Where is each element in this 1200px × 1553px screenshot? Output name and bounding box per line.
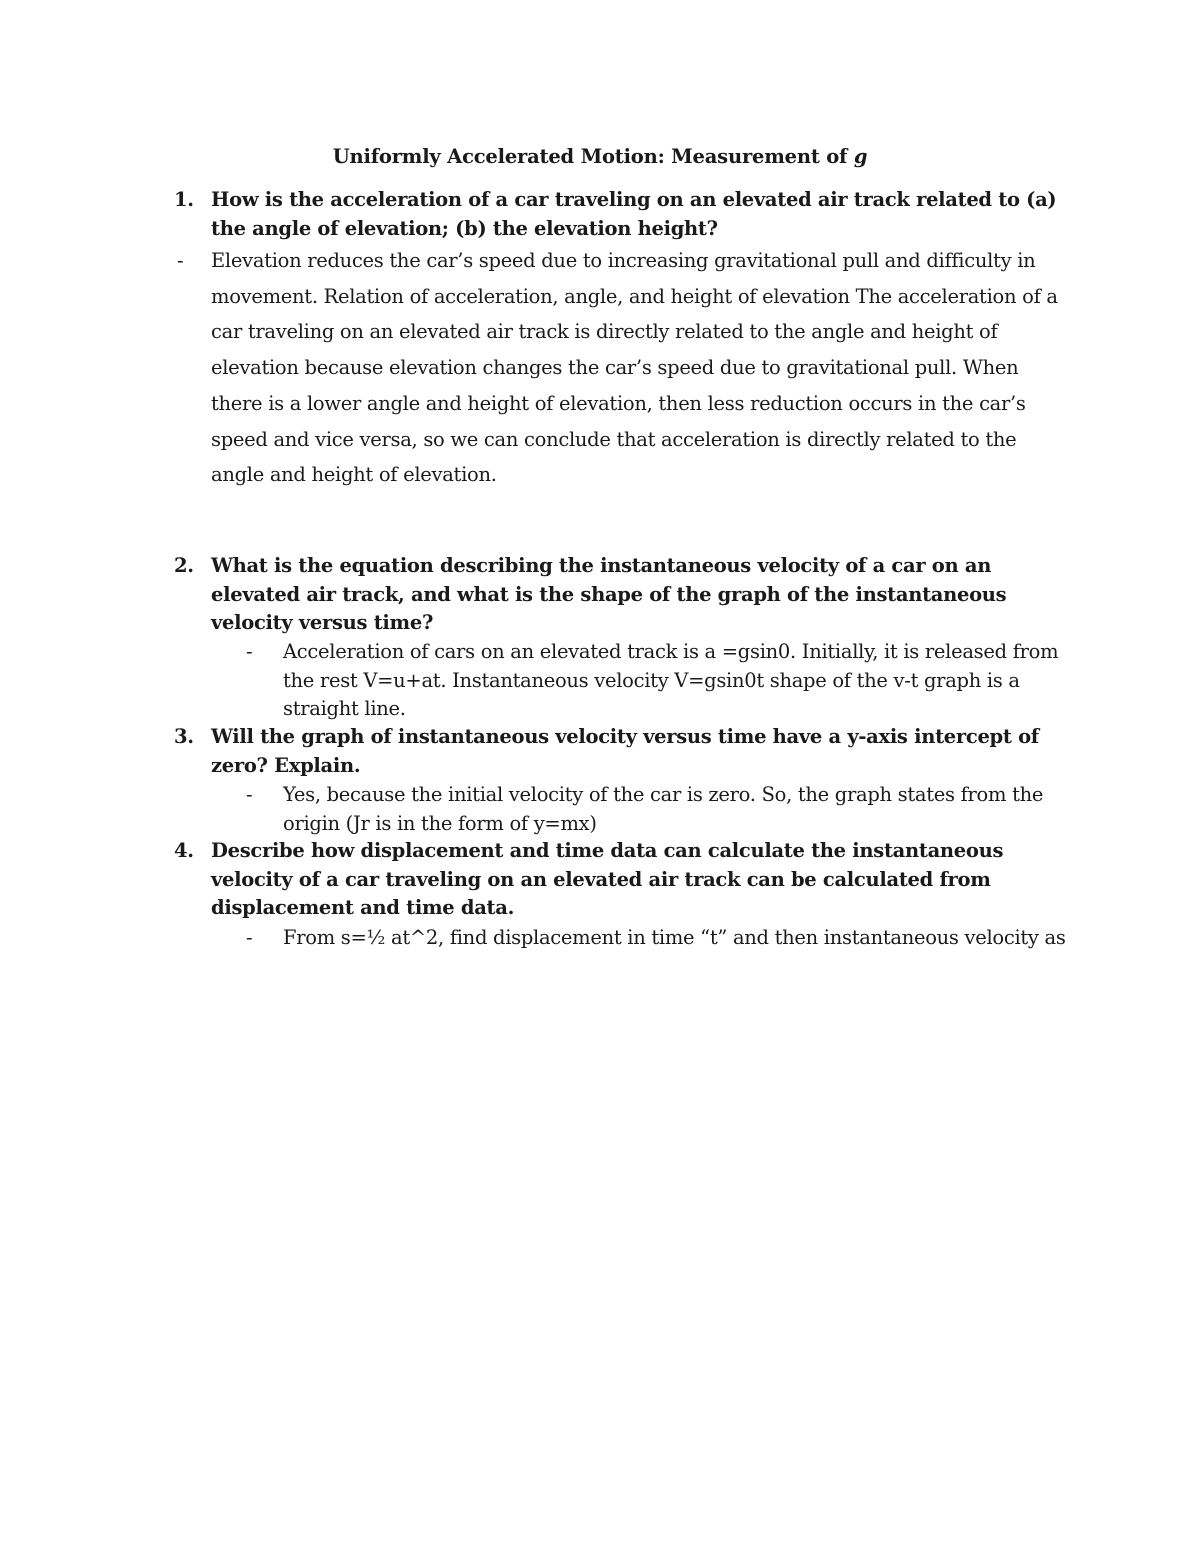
question-1 xyxy=(174,186,1074,243)
question-4-text: Describe how displacement and time data can calculate the instantaneous velocity of a car traveling on an elevated air track can be calculated from displacement and time data. xyxy=(211,839,1004,919)
question-2-number: 2. xyxy=(174,554,194,577)
document-title xyxy=(0,143,1200,171)
question-1-text: How is the acceleration of a car traveling on an elevated air track related to (a) the angle of elevation; (b) the elevation height? xyxy=(211,188,1057,240)
answer-3-bullet: - xyxy=(246,783,253,806)
question-1-number: 1. xyxy=(174,188,194,211)
answer-3-text: Yes, because the initial velocity of the car is zero. So, the graph states from the origin (Jr is in the form of y=mx) xyxy=(283,783,1044,835)
answer-1 xyxy=(174,243,1074,493)
question-2 xyxy=(174,552,1074,638)
answer-3 xyxy=(246,781,1066,838)
answer-2 xyxy=(246,638,1066,724)
answer-2-text: Acceleration of cars on an elevated track is a =gsin0. Initially, it is released from the rest V=u+at. Instantaneous velocity V=gsin0t shape of the v-t graph is a straight line. xyxy=(283,640,1059,720)
title-symbol-g: g xyxy=(853,145,868,168)
answer-2-bullet: - xyxy=(246,640,253,663)
answer-4 xyxy=(246,924,1066,953)
answer-1-bullet: - xyxy=(177,249,184,272)
question-4-number: 4. xyxy=(174,839,194,862)
answer-4-text: From s=½ at^2, find displacement in time “t” and then instantaneous velocity as xyxy=(283,926,1066,949)
title-text: Uniformly Accelerated Motion: Measurement of xyxy=(332,145,854,168)
answer-4-bullet: - xyxy=(246,926,253,949)
question-3-text: Will the graph of instantaneous velocity versus time have a y-axis intercept of zero? Explain. xyxy=(211,725,1039,777)
answer-1-text: Elevation reduces the car’s speed due to increasing gravitational pull and difficulty in movement. Relation of acceleration, angle, and height of elevation The acceleration of a car traveling on an elevated air track is directly related to the angle and height of elevation because elevation changes the car’s speed due to gravitational pull. When there is a lower angle and height of elevation, then less reduction occurs in the car’s speed and vice versa, so we can conclude that acceleration is directly related to the angle and height of elevation. xyxy=(211,249,1058,487)
question-4 xyxy=(174,837,1074,923)
question-3 xyxy=(174,723,1074,780)
question-3-number: 3. xyxy=(174,725,194,748)
question-2-text: What is the equation describing the instantaneous velocity of a car on an elevated air track, and what is the shape of the graph of the instantaneous velocity versus time? xyxy=(211,554,1007,634)
